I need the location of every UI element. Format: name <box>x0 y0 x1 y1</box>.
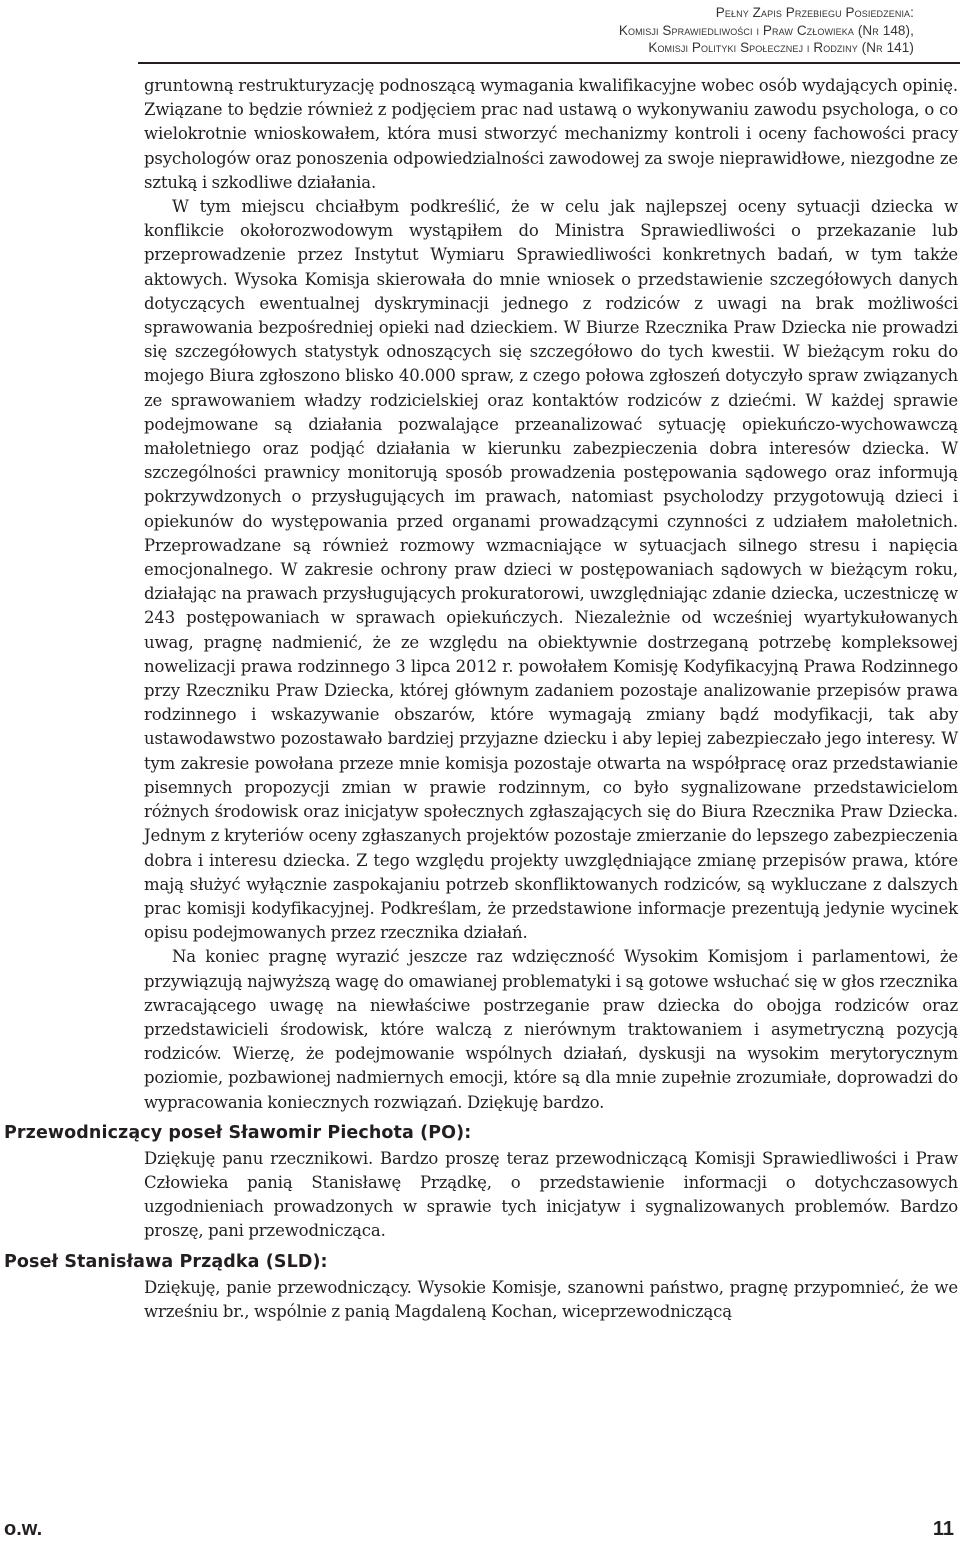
page-footer <box>0 1515 960 1541</box>
header-line-3: Komisji Polityki Społecznej i Rodziny (Nr 141) <box>648 40 914 55</box>
speaker-text-1: Dziękuję panu rzecznikowi. Bardzo proszę teraz przewodniczącą Komisji Sprawiedliwości i Praw Człowieka panią Stanisławę Prządkę, o przedstawienie informacji o dotychczasowych uzgodnieniach prowadzonych w sprawie tych inicjatyw i sygnalizowanych problemów. Bardzo proszę, pani przewodnicząca. <box>144 1148 958 1241</box>
page-number: 11 <box>932 1518 954 1540</box>
speaker-name-1: Przewodniczący poseł Sławomir Piechota (PO): <box>4 1122 472 1143</box>
running-header <box>619 4 914 57</box>
speaker-name-2: Poseł Stanisława Prządka (SLD): <box>4 1251 328 1272</box>
footer-mark: o.w. <box>4 1518 43 1540</box>
header-rule <box>138 62 960 64</box>
body-paragraph-3: Na koniec pragnę wyrazić jeszcze raz wdzięczność Wysokim Komisjom i parlamentowi, że przywiązują najwyższą wagę do omawianej problematyki i są gotowe wsłuchać się w głos rzecznika zwracającego uwagę na niewłaściwe postrzeganie praw dziecka do obojga rodziców oraz przedstawicieli środowisk, które walczą z nierównym traktowaniem i asymetryczną pozycją rodziców. Wierzę, że podejmowanie wspólnych działań, dyskusji na wysokim merytorycznym poziomie, pozbawionej nadmiernych emocji, które są dla mnie zupełnie zrozumiałe, doprowadzi do wypracowania koniecznych rozwiązań. Dziękuję bardzo. <box>144 947 958 1112</box>
body-paragraph-2: W tym miejscu chciałbym podkreślić, że w celu jak najlepszej oceny sytuacji dziecka w konflikcie okołorozwodowym wystąpiłem do Ministra Sprawiedliwości o przekazanie lub przeprowadzenie przez Instytut Wymiaru Sprawiedliwości konkretnych badań, w tym także aktowych. Wysoka Komisja skierowała do mnie wniosek o przedstawienie szczegółowych danych dotyczących ewentualnej dyskryminacji jednego z rodziców z uwagi na brak możliwości sprawowania bezpośredniej opieki nad dzieckiem. W Biurze Rzecznika Praw Dziecka nie prowadzi się szczegółowych statystyk odnoszących się szczegółowo do tych kwestii. W bieżącym roku do mojego Biura zgłoszono blisko 40.000 spraw, z czego połowa zgłoszeń dotyczyło spraw związanych ze sprawowaniem władzy rodzicielskiej oraz kontaktów rodziców z dziećmi. W każdej sprawie podejmowane są działania pozwalające przeanalizować sytuację opiekuńczo-wychowawczą małoletniego oraz podjąć działania w kierunku zabezpieczenia dobra interesów dziecka. W szczególności prawnicy monitorują sposób prowadzenia postępowania sądowego oraz informują pokrzywdzonych o przysługujących im prawach, natomiast psycholodzy przygotowują dzieci i opiekunów do występowania przed organami prowadzącymi czynności z udziałem małoletnich. Przeprowadzane są również rozmowy wzmacniające w sytuacjach silnego stresu i napięcia emocjonalnego. W zakresie ochrony praw dzieci w postępowaniach sądowych w bieżącym roku, działając na prawach przysługujących prokuratorowi, uwzględniając zdanie dziecka, uczestniczę w 243 postępowaniach w sprawach opiekuńczych. Niezależnie od wcześniej wyartykułowanych uwag, pragnę nadmienić, że ze względu na obiektywnie dostrzeganą potrzebę kompleksowej nowelizacji prawa rodzinnego 3 lipca 2012 r. powołałem Komisję Kodyfikacyjną Prawa Rodzinnego przy Rzeczniku Praw Dziecka, której głównym zadaniem pozostaje analizowanie przepisów prawa rodzinnego i wskazywanie obszarów, które wymagają zmiany bądź modyfikacji, tak aby ustawodawstwo pozostawało bardziej przyjazne dziecku i aby lepiej zabezpieczało jego interesy. W tym zakresie powołana przeze mnie komisja pozostaje otwarta na współpracę oraz przedstawianie pisemnych propozycji zmian w prawie rodzinnym, co było sygnalizowane przedstawicielom różnych środowisk oraz inicjatyw społecznych zgłaszających się do Biura Rzecznika Praw Dziecka. Jednym z kryteriów oceny zgłaszanych projektów pozostaje zmierzanie do lepszego zabezpieczenia dobra i interesu dziecka. Z tego względu projekty uwzględniające zmianę przepisów prawa, które mają służyć wyłącznie zaspokajaniu potrzeb skonfliktowanych rodziców, są wykluczane z dalszych prac komisji kodyfikacyjnej. Podkreślam, że przedstawione informacje prezentują jedynie wycinek opisu podejmowanych przez rzecznika działań. <box>144 197 958 943</box>
header-line-2: Komisji Sprawiedliwości i Praw Człowieka (Nr 148), <box>618 22 914 38</box>
body-paragraph-1: gruntowną restrukturyzację podnoszącą wymagania kwalifikacyjne wobec osób wydających opinię. Związane to będzie również z podjęciem prac nad ustawą o wykonywaniu zawodu psychologa, o co wielokrotnie wnioskowałem, która musi stworzyć mechanizmy kontroli i oceny fachowości pracy psychologów oraz ponoszenia odpowiedzialności zawodowej za swoje nieprawidłowe, niezgodne ze sztuką i szkodliwe działania. <box>144 76 958 192</box>
header-line-1: Pełny Zapis Przebiegu Posiedzenia: <box>715 5 914 20</box>
page-content <box>0 74 958 1324</box>
speaker-text-2: Dziękuję, panie przewodniczący. Wysokie Komisje, szanowni państwo, pragnę przypomnieć, że we wrześniu br., wspólnie z panią Magdaleną Kochan, wiceprzewodniczącą <box>144 1277 958 1321</box>
